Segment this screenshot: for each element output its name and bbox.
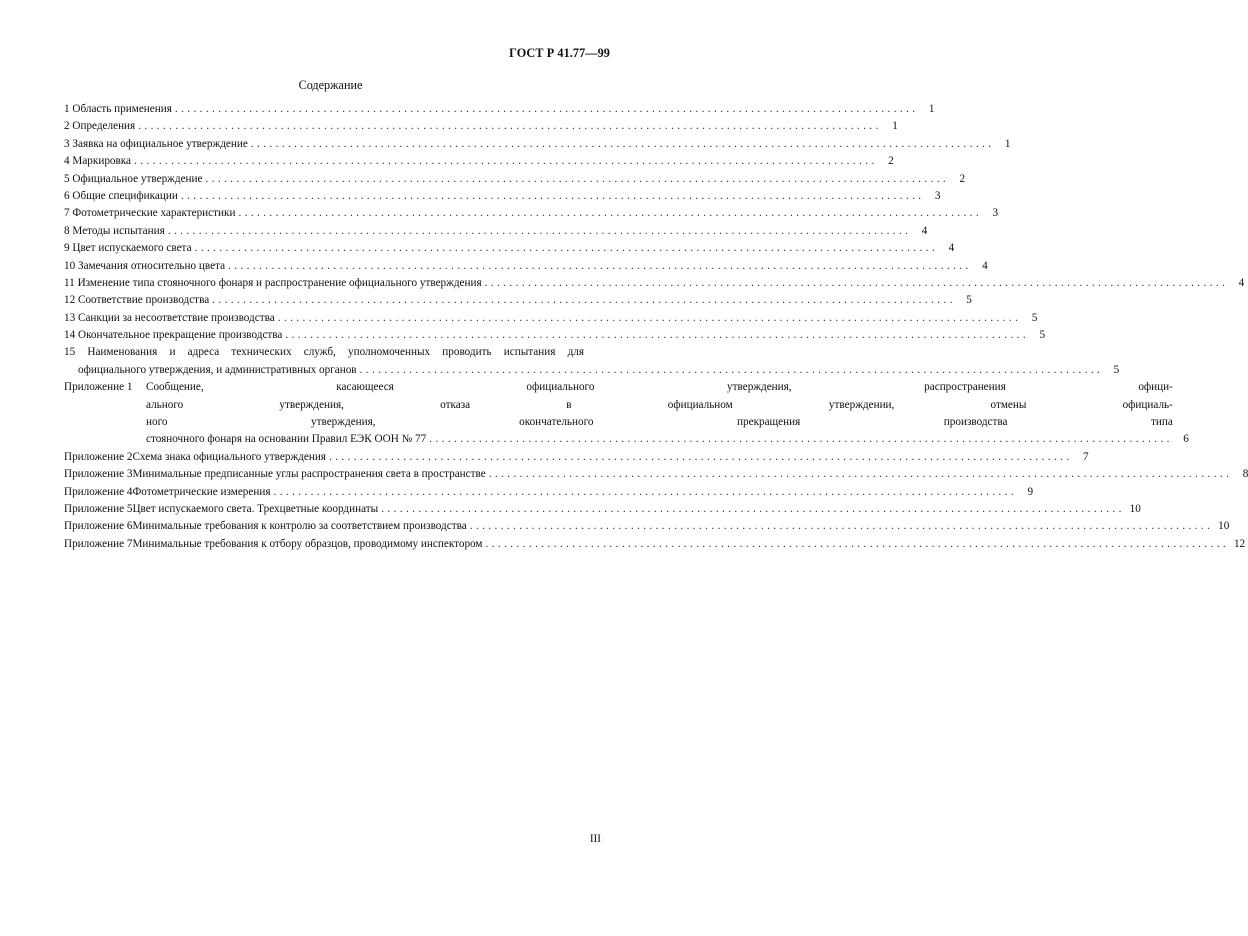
toc-page-number: 4 (948, 242, 955, 255)
toc-entry[interactable] (64, 275, 1245, 292)
appendix-label: Приложение 3 (64, 468, 133, 481)
toc-entry-text: Схема знака официального утверждения (132, 450, 326, 463)
toc-page-number: 9 (1027, 485, 1034, 498)
toc-page-number: 8 (1242, 468, 1248, 481)
toc-page-number: 3 (934, 189, 941, 202)
toc-page-number: 3 (992, 207, 999, 220)
toc-entry-15-line-1: 15 Наименования и адреса технических служб, уполномоченных проводить испытания для (64, 346, 584, 359)
toc-appendix-1[interactable] (64, 379, 1189, 449)
toc-entry-text: 12 Соответствие производства (64, 294, 210, 307)
dot-leader: ........................................................................................................................ (194, 242, 939, 255)
dot-leader: ........................................................................................................................ (488, 468, 1233, 481)
toc-page-number: 10 (1218, 520, 1230, 533)
toc-entry[interactable] (64, 118, 898, 135)
dot-leader: ........................................................................................................................ (238, 207, 983, 220)
toc-entry[interactable] (64, 223, 928, 240)
toc-page-number: 2 (888, 155, 894, 168)
dot-leader: ........................................................................................................................ (205, 172, 950, 185)
dot-leader: ........................................................................................................................ (180, 189, 925, 202)
toc-entry-text: Минимальные требования к отбору образцов, проводимому инспектором (132, 537, 483, 550)
toc-entry[interactable] (64, 101, 935, 118)
dot-leader: ........................................................................................................................ (134, 155, 878, 168)
toc-page-number: 10 (1129, 502, 1141, 515)
toc-entry-text: 14 Окончательное прекращение производства (64, 329, 283, 342)
dot-leader: ........................................................................................................................ (228, 259, 972, 272)
toc-page-number: 1 (1004, 137, 1011, 150)
toc-entry-text: 5 Официальное утверждение (64, 172, 203, 185)
document-code: ГОСТ Р 41.77—99 (509, 46, 610, 60)
appendix-label: Приложение 5 (64, 502, 133, 515)
dot-leader: ........................................................................................................................ (328, 450, 1073, 463)
dot-leader: ........................................................................................................................ (285, 329, 1030, 342)
toc-entry[interactable] (64, 153, 894, 170)
appendix-1-line-2: ального утверждения, отказа в официальном утверждении, отмены официаль- (146, 398, 1173, 411)
toc-appendix[interactable] (64, 484, 1034, 501)
dot-leader: ........................................................................................................................ (469, 520, 1214, 533)
appendix-label: Приложение 1 (64, 381, 133, 394)
toc-entry-text: 8 Методы испытания (64, 224, 165, 237)
toc-appendix[interactable] (64, 466, 1248, 483)
dot-leader: ........................................................................................................................ (429, 433, 1173, 446)
dot-leader: ........................................................................................................................ (485, 537, 1230, 550)
toc-entry-text: 4 Маркировка (64, 155, 132, 168)
toc-entry-text: 6 Общие спецификации (64, 189, 178, 202)
appendix-1-line-1: Сообщение, касающееся официального утверждения, распространения офици- (146, 381, 1173, 394)
toc-entry-text: Цвет испускаемого света. Трехцветные координаты (132, 502, 379, 515)
appendix-label: Приложение 7 (64, 537, 133, 550)
dot-leader: ........................................................................................................................ (138, 120, 882, 133)
toc-page-number: 4 (921, 224, 928, 237)
toc-entry-text: 10 Замечания относительно цвета (64, 259, 226, 272)
dot-leader: ........................................................................................................................ (250, 137, 995, 150)
toc-page-number: 2 (959, 172, 966, 185)
toc-entry[interactable] (64, 327, 1046, 344)
toc-entry[interactable] (64, 310, 1038, 327)
dot-leader: ........................................................................................................................ (381, 502, 1125, 515)
toc-entry-text: Фотометрические измерения (132, 485, 271, 498)
toc-entry-text: 9 Цвет испускаемого света (64, 242, 192, 255)
toc-page-number: 1 (928, 102, 935, 115)
dot-leader: ........................................................................................................................ (174, 102, 919, 115)
toc-entry-text: 13 Санкции за несоответствие производства (64, 311, 275, 324)
toc-entry[interactable] (64, 258, 988, 275)
dot-leader: ........................................................................................................................ (484, 276, 1229, 289)
toc-page-number: 4 (1238, 276, 1245, 289)
toc-entry-text: 3 Заявка на официальное утверждение (64, 137, 248, 150)
toc-entry-text: стояночного фонаря на основании Правил ЕЭК ООН № 77 (146, 433, 427, 446)
toc-page-number: 7 (1082, 450, 1089, 463)
appendix-label: Приложение 2 (64, 450, 133, 463)
page-number: III (589, 833, 601, 845)
dot-leader: ........................................................................................................................ (167, 224, 912, 237)
toc-entry-15-line-2 (64, 362, 1120, 379)
appendix-label: Приложение 6 (64, 520, 133, 533)
toc-appendix[interactable] (64, 536, 1246, 553)
dot-leader: ........................................................................................................................ (277, 311, 1022, 324)
toc-entry[interactable] (64, 292, 972, 309)
toc-entry[interactable] (64, 205, 999, 222)
appendix-label: Приложение 4 (64, 485, 133, 498)
toc-entry[interactable] (64, 240, 955, 257)
toc-entry-text: 2 Определения (64, 120, 136, 133)
toc-appendix[interactable] (64, 518, 1230, 535)
toc-page-number: 5 (1039, 329, 1046, 342)
toc-entry-text: Минимальные предписанные углы распространения света в пространстве (132, 468, 486, 481)
toc-entry-text: 11 Изменение типа стояночного фонаря и распространение официального утверждения (64, 276, 482, 289)
toc-entry-text: Минимальные требования к контролю за соответствием производства (132, 520, 467, 533)
dot-leader: ........................................................................................................................ (273, 485, 1018, 498)
toc-title: Содержание (298, 78, 363, 92)
toc-page-number: 5 (966, 294, 972, 307)
toc-page-number: 6 (1183, 433, 1189, 446)
appendix-body (146, 379, 1189, 449)
toc-page-number: 12 (1233, 537, 1246, 550)
dot-leader: ........................................................................................................................ (212, 294, 956, 307)
toc-page-number: 1 (892, 120, 898, 133)
toc-page-number: 5 (1113, 363, 1120, 376)
toc-page-number: 5 (1031, 311, 1038, 324)
toc-entry[interactable] (64, 171, 966, 188)
toc-entry-text: 7 Фотометрические характеристики (64, 207, 236, 220)
toc-page-number: 4 (982, 259, 988, 272)
dot-leader: ........................................................................................................................ (359, 363, 1104, 376)
toc-entry-text: официального утверждения, и административных органов (78, 363, 357, 376)
toc-entry[interactable] (64, 188, 941, 205)
toc-entries (64, 101, 1245, 344)
toc-entry-text: 1 Область применения (64, 102, 172, 115)
toc-entry[interactable] (64, 136, 1011, 153)
table-of-contents (64, 101, 1248, 553)
toc-entry-15[interactable] (64, 344, 1120, 379)
toc-appendix[interactable] (64, 449, 1089, 466)
toc-appendix[interactable] (64, 501, 1141, 518)
appendix-1-line-4 (146, 431, 1189, 448)
toc-appendices (64, 449, 1248, 553)
appendix-1-line-3: ного утверждения, окончательного прекращения производства типа (146, 416, 1173, 429)
